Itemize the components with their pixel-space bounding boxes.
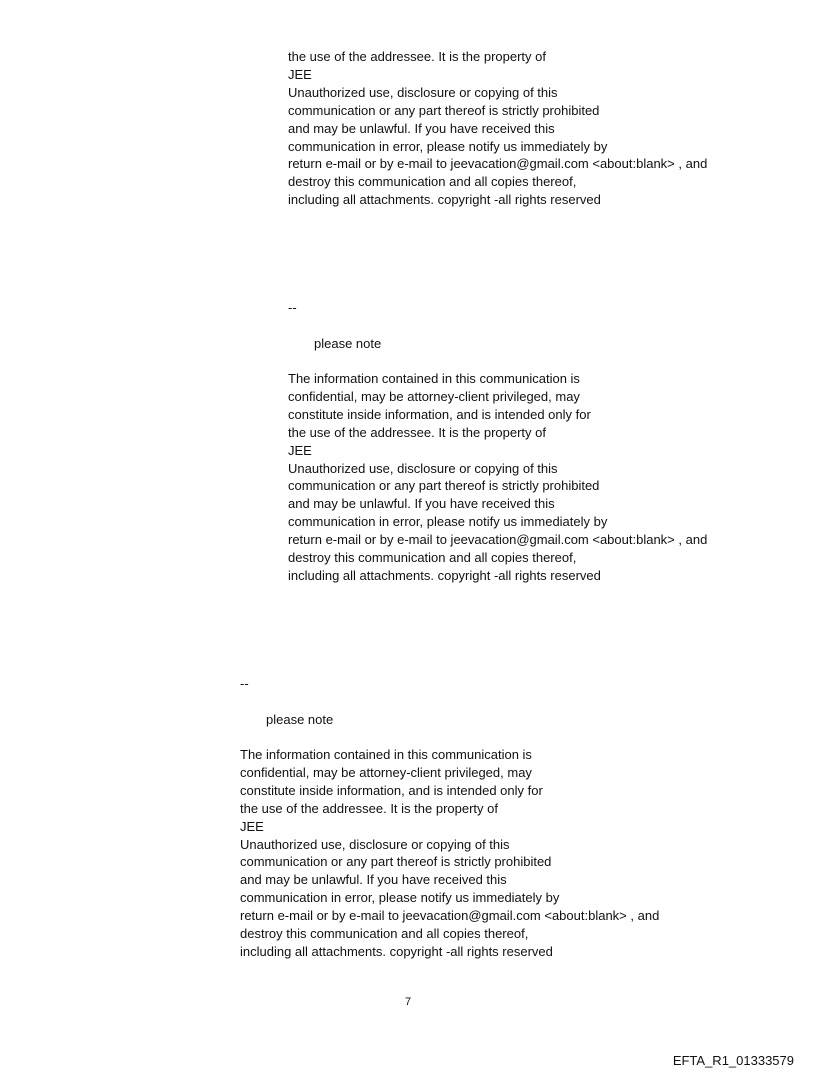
disclaimer-line: communication in error, please notify us immediately by: [288, 514, 608, 530]
disclaimer-line: return e-mail or by e-mail to jeevacation@gmail.com <about:blank> , and: [240, 908, 660, 924]
disclaimer-line: destroy this communication and all copies thereof,: [288, 174, 577, 190]
disclaimer-line: return e-mail or by e-mail to jeevacation@gmail.com <about:blank> , and: [288, 532, 708, 548]
disclaimer-line: and may be unlawful. If you have received this: [288, 120, 555, 136]
disclaimer-line: constitute inside information, and is intended only for: [288, 406, 591, 422]
disclaimer-line: JEE: [240, 818, 264, 834]
disclaimer-line: JEE: [288, 442, 312, 458]
disclaimer-line: The information contained in this communication is: [288, 371, 580, 386]
disclaimer-block-3: [240, 746, 659, 961]
disclaimer-block-top: [288, 48, 707, 209]
disclaimer-line: including all attachments. copyright -all rights reserved: [240, 943, 553, 959]
disclaimer-line: communication in error, please notify us immediately by: [240, 890, 560, 906]
document-id: EFTA_R1_01333579: [672, 1053, 794, 1068]
disclaimer-line: the use of the addressee. It is the property of: [288, 49, 546, 64]
disclaimer-line: constitute inside information, and is intended only for: [240, 782, 543, 798]
disclaimer-line: the use of the addressee. It is the property of: [240, 800, 498, 816]
disclaimer-line: confidential, may be attorney-client privileged, may: [240, 764, 532, 780]
disclaimer-line: the use of the addressee. It is the property of: [288, 424, 546, 440]
disclaimer-line: including all attachments. copyright -all rights reserved: [288, 192, 601, 208]
disclaimer-line: return e-mail or by e-mail to jeevacation@gmail.com <about:blank> , and: [288, 156, 708, 172]
disclaimer-line: destroy this communication and all copies thereof,: [288, 550, 577, 566]
disclaimer-line: The information contained in this communication is: [240, 747, 532, 762]
disclaimer-line: Unauthorized use, disclosure or copying of this: [288, 84, 558, 100]
please-note-label: please note: [314, 336, 382, 351]
disclaimer-line: confidential, may be attorney-client privileged, may: [288, 388, 580, 404]
disclaimer-line: communication or any part thereof is strictly prohibited: [240, 854, 552, 870]
disclaimer-line: communication or any part thereof is strictly prohibited: [288, 478, 600, 494]
disclaimer-line: communication in error, please notify us immediately by: [288, 138, 608, 154]
disclaimer-line: Unauthorized use, disclosure or copying of this: [288, 460, 558, 476]
page-number: 7: [404, 996, 412, 1008]
disclaimer-line: and may be unlawful. If you have received this: [240, 872, 507, 888]
signature-separator: --: [288, 300, 297, 315]
disclaimer-line: and may be unlawful. If you have received this: [288, 496, 555, 512]
please-note-label: please note: [266, 712, 334, 727]
disclaimer-line: Unauthorized use, disclosure or copying of this: [240, 836, 510, 852]
disclaimer-line: including all attachments. copyright -all rights reserved: [288, 567, 601, 583]
disclaimer-line: destroy this communication and all copies thereof,: [240, 926, 529, 942]
disclaimer-block-2: [288, 370, 707, 585]
disclaimer-line: JEE: [288, 66, 312, 82]
signature-separator: --: [240, 676, 249, 691]
disclaimer-line: communication or any part thereof is strictly prohibited: [288, 102, 600, 118]
